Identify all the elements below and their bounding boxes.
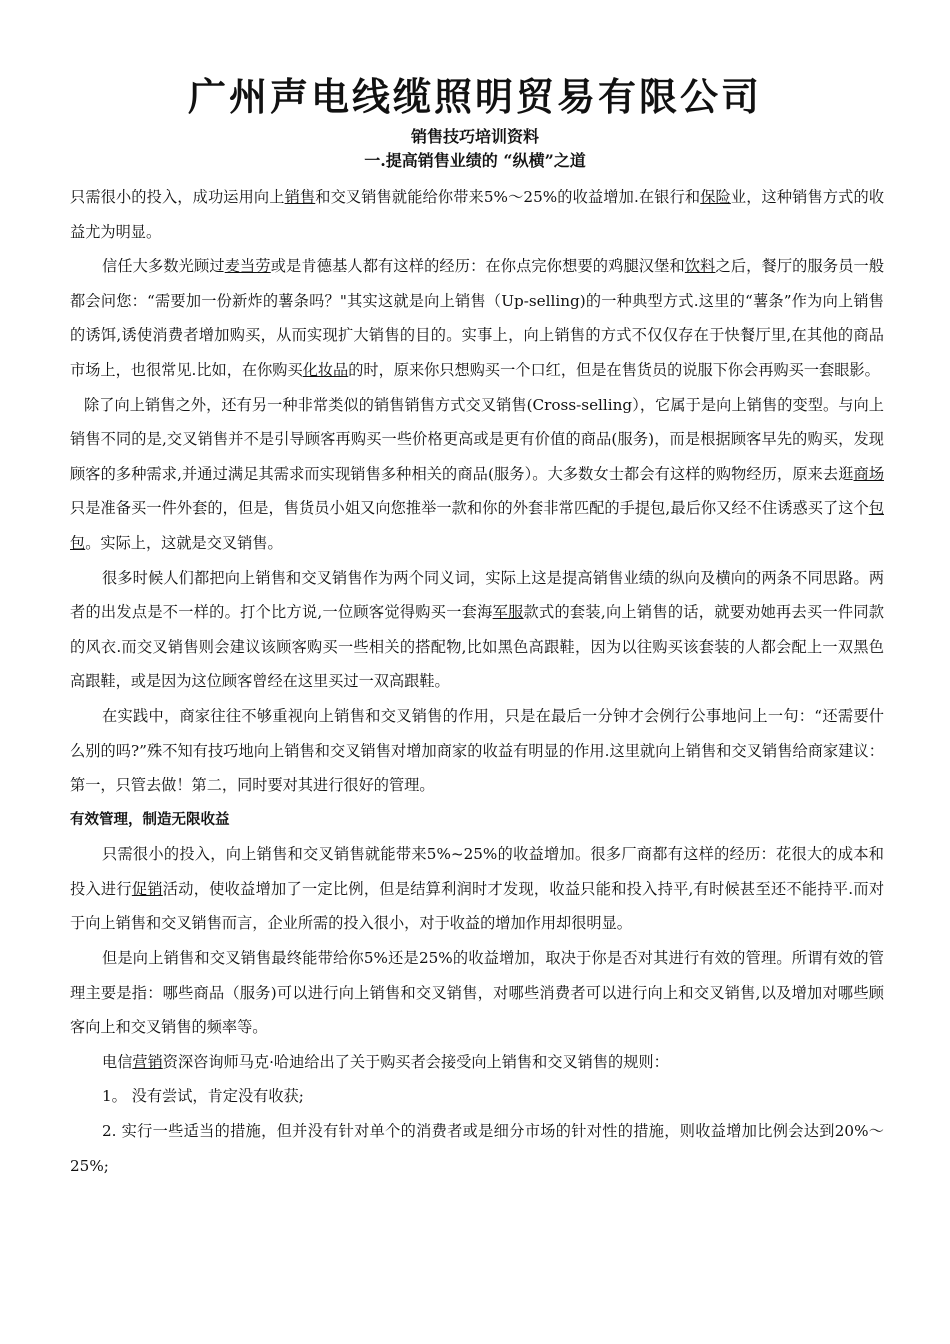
underlined-term: 军服 (492, 603, 524, 622)
text-run: 的时，原来你只想购买一个口红，但是在售货员的说服下你会再购买一套眼影。 (348, 360, 880, 379)
text-run: 2. 实行一些适当的措施，但并没有针对单个的消费者或是细分市场的针对性的措施，则收益增加比例会达到20%～25%; (70, 1122, 884, 1175)
text-run: 或是肯德基人都有这样的经历：在你点完你想要的鸡腿汉堡和 (270, 257, 685, 276)
underlined-term: 商场 (853, 464, 884, 483)
subsection-heading: 有效管理，制造无限收益 (70, 811, 230, 828)
text-run: 只需很小的投入，向上销售和交叉销售就能带来5%~25%的收益增加。很多厂商都有这样的经历：花很大的成本和投入进行 (70, 845, 884, 898)
underlined-term: 饮料 (684, 257, 716, 276)
text-run: 除了向上销售之外，还有另一种非常类似的销售销售方式交叉销售(Cross-selling），它属于是向上销售的变型。与向上销售不同的是,交叉销售并不是引导顾客再购买一些价格更高或是更有价值的商品(服务)，而是根据顾客早先的购买，发现顾客的多种需求,并通过满足其需求而实现销售多种相关的商品(服务）。大多数女士都会有这样的购物经历，原来去逛 (70, 395, 884, 483)
text-run: 在实践中，商家往往不够重视向上销售和交叉销售的作用，只是在最后一分钟才会例行公事地问上一句：“还需要什么别的吗?”殊不知有技巧地向上销售和交叉销售对增加商家的收益有明显的作用.这里就向上销售和交叉销售给商家建议：第一，只管去做！第二，同时要对其进行很好的管理。 (70, 706, 884, 795)
underlined-term: 销售 (284, 188, 316, 206)
underlined-term: 麦当劳 (224, 257, 271, 276)
text-run: 款式的套装,向上销售的话，就要劝她再去买一件同款的风衣.而交叉销售则会建议该顾客购买一些相关的搭配物,比如黑色高跟鞋，因为以往购买该套装的人都会配上一双黑色高跟鞋，或是因为这位顾客曾经在这里买过一双高跟鞋。 (70, 603, 885, 691)
paragraph (70, 180, 884, 249)
section-title: 一.提高销售业绩的 “纵横”之道 (364, 151, 586, 170)
underlined-term: 促销 (131, 879, 163, 898)
underlined-term: 营销 (132, 1052, 163, 1071)
text-run: 很多时候人们都把向上销售和交叉销售作为两个同义词，实际上这是提高销售业绩的纵向及横向的两条不同思路。两者的出发点是不一样的。打个比方说,一位顾客觉得购买一套海 (70, 568, 884, 622)
text-run: 。实际上，这就是交叉销售。 (85, 533, 283, 552)
company-title: 广州声电线缆照明贸易有限公司 (187, 74, 762, 119)
text-run: 只需很小的投入，成功运用向上 (70, 188, 285, 206)
text-run: 业，这种销售方式的收益尤为明显。 (70, 188, 885, 241)
paragraph (70, 941, 884, 1045)
paragraph (70, 1045, 884, 1080)
document-body (70, 180, 884, 1183)
paragraph (70, 699, 884, 803)
text-run: 1。 没有尝试，肯定没有收获; (102, 1087, 304, 1106)
text-run: 资深咨询师马克·哈迪给出了关于购买者会接受向上销售和交叉销售的规则： (162, 1052, 669, 1071)
paragraph (70, 561, 884, 699)
underlined-term: 化妆品 (302, 360, 349, 379)
underlined-term: 保险 (700, 188, 731, 206)
paragraph (70, 837, 884, 941)
text-run: 只是准备买一件外套的，但是，售货员小姐又向您推举一款和你的外套非常匹配的手提包,最后你又经不住诱惑买了这个 (70, 499, 869, 518)
text-run: 活动，使收益增加了一定比例，但是结算利润时才发现，收益只能和投入持平,有时候甚至还不能持平.而对于向上销售和交叉销售而言，企业所需的投入很小，对于收益的增加作用却很明显。 (70, 879, 885, 933)
paragraph (70, 388, 884, 561)
text-run: 信任大多数光顾过 (102, 257, 225, 276)
text-run: 和交叉销售就能给你带来5%～25%的收益增加.在银行和 (315, 188, 701, 206)
paragraph (70, 249, 884, 387)
text-run: 电信 (102, 1052, 133, 1071)
text-run: 之后，餐厅的服务员一般都会问您：“需要加一份新炸的薯条吗？"其实这就是向上销售（Up-selling)的一种典型方式.这里的“薯条”作为向上销售的诱饵,诱使消费者增加购买，从而实现扩大销售的目的。实事上，向上销售的方式不仅仅存在于快餐厅里,在其他的商品市场上，也很常见.比如，在你购买 (70, 257, 885, 379)
underlined-term: 包包 (70, 499, 884, 552)
list-item (70, 1079, 884, 1114)
list-item (70, 1114, 884, 1183)
text-run: 但是向上销售和交叉销售最终能带给你5%还是25%的收益增加，取决于你是否对其进行有效的管理。所谓有效的管理主要是指：哪些商品（服务)可以进行向上销售和交叉销售，对哪些消费者可以进行向上和交叉销售,以及增加对哪些顾客向上和交叉销售的频率等。 (70, 949, 884, 1037)
document-title: 销售技巧培训资料 (410, 127, 539, 146)
